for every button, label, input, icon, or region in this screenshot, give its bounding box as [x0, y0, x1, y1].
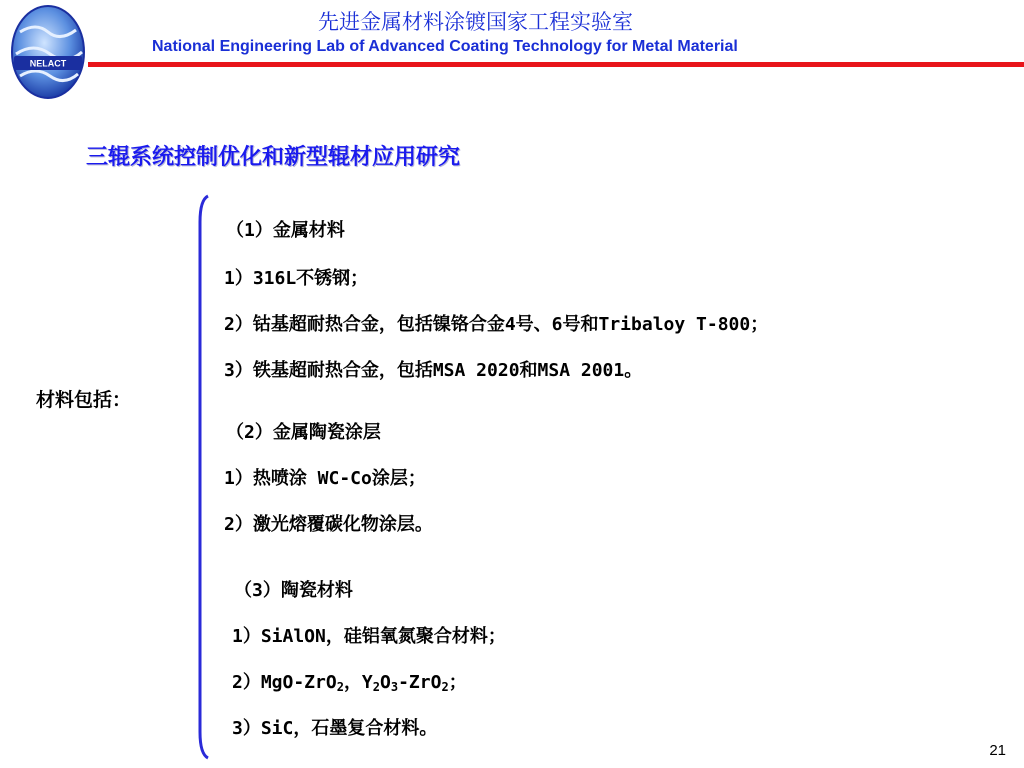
- header-divider: [88, 62, 1024, 67]
- lab-logo: [6, 2, 90, 102]
- item-2-prefix: 2）MgO-ZrO: [232, 672, 337, 693]
- logo-text: NELACT: [29, 58, 67, 69]
- header-title-cn: 先进金属材料涂镀国家工程实验室: [318, 10, 633, 34]
- item-2-sub-1: 2: [336, 680, 344, 694]
- section-3-item-1: 1）SiAlON，硅铝氧氮聚合材料；: [232, 626, 506, 647]
- item-2-sub-4: 2: [441, 680, 449, 694]
- slide-title: 三辊系统控制优化和新型辊材应用研究: [86, 145, 461, 170]
- section-1-heading: （1）金属材料: [226, 220, 345, 241]
- item-2-mid-3: -ZrO: [398, 672, 442, 693]
- item-2-mid-2: O: [380, 672, 391, 693]
- page-number: 21: [989, 742, 1006, 759]
- left-brace: [190, 192, 214, 762]
- section-2-item-2: 2）激光熔覆碳化物涂层。: [224, 514, 433, 535]
- header-title-en: National Engineering Lab of Advanced Coating Technology for Metal Material: [152, 38, 738, 55]
- section-2-item-1: 1）热喷涂 WC-Co涂层；: [224, 468, 426, 489]
- item-2-suffix: ；: [448, 672, 467, 693]
- section-1-item-2: 2）钴基超耐热合金，包括镍铬合金4号、6号和Tribaloy T-800；: [224, 314, 769, 335]
- item-2-sub-3: 3: [390, 680, 399, 694]
- section-1-item-1: 1）316L不锈钢；: [224, 268, 369, 289]
- item-2-sub-2: 2: [372, 680, 381, 694]
- section-2-heading: （2）金属陶瓷涂层: [226, 422, 381, 443]
- section-3-item-2: [232, 668, 467, 694]
- item-2-mid-1: ，Y: [343, 672, 373, 693]
- materials-label: 材料包括：: [36, 389, 132, 411]
- section-1-item-3: 3）铁基超耐热合金，包括MSA 2020和MSA 2001。: [224, 360, 643, 381]
- section-3-item-3: 3）SiC，石墨复合材料。: [232, 718, 438, 739]
- section-3-heading: （3）陶瓷材料: [234, 580, 353, 601]
